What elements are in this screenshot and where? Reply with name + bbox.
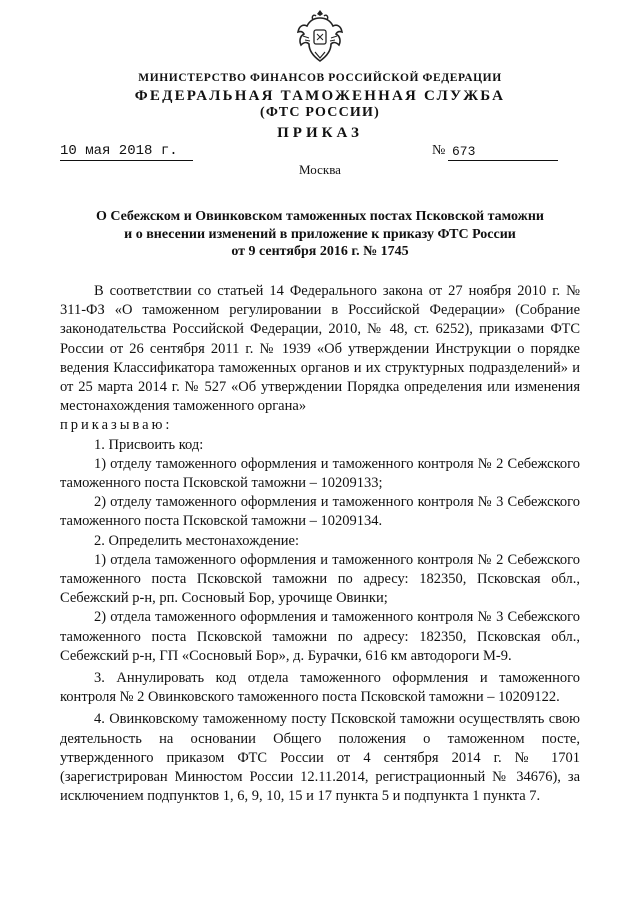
order-title <box>70 208 570 261</box>
order-body <box>60 282 580 806</box>
ministry-name: МИНИСТЕРСТВО ФИНАНСОВ РОССИЙСКОЙ ФЕДЕРАЦИИ <box>138 72 502 84</box>
item-4: 4. Овинковскому таможенному посту Псковской таможни осуществлять свою деятельность на основании Общего положения о таможенном посте, утвержденного приказом ФТС России от 4 сентября 2014 г. № 1701 (зарегистрирован Минюстом России 12.11.2014, регистрационный № 34676), за исключением подпунктов 1, 6, 9, 10, 15 и 17 пункта 5 и подпункта 1 пункта 7. <box>60 711 580 805</box>
number-sign: № <box>432 143 446 158</box>
number-underline <box>448 160 558 161</box>
preamble-paragraph: В соответствии со статьей 14 Федерального закона от 27 ноября 2010 г. № 311-ФЗ «О таможенном регулировании в Российской Федерации» (Собрание законодательства Российской Федерации, 2010, № 48, ст. 6252), приказами ФТС России от 26 сентября 2011 г. № 1939 «Об утверждении Инструкции о порядке ведения Классификатора таможенных органов и их структурных подразделений» и от 25 марта 2014 г. № 527 «Об утверждении Порядка определения или изменения местонахождения таможенного органа» <box>60 283 580 415</box>
title-line: от 9 сентября 2016 г. № 1745 <box>231 244 409 259</box>
document-type: ПРИКАЗ <box>277 125 363 141</box>
item-2-1: 1) отдела таможенного оформления и таможенного контроля № 2 Себежского таможенного поста Псковской таможни по адресу: 182350, Псковская обл., Себежский р-н, рп. Сосновый Бор, урочище Овинки; <box>60 551 580 607</box>
city: Москва <box>299 162 341 177</box>
title-line: и о внесении изменений в приложение к приказу ФТС России <box>124 226 516 242</box>
item-2-2: 2) отдела таможенного оформления и таможенного контроля № 3 Себежского таможенного поста Псковской таможни по адресу: 182350, Псковская обл., Себежский р-н, ГП «Сосновый Бор», д. Бурачки, 616 км автодороги М-9. <box>60 609 580 664</box>
item-3: 3. Аннулировать код отдела таможенного оформления и таможенного контроля № 2 Овинковского таможенного поста Псковской таможни – 10209122. <box>60 670 580 706</box>
item-2: 2. Определить местонахождение: <box>94 532 300 549</box>
coat-of-arms-emblem <box>295 6 345 66</box>
item-1: 1. Присвоить код: <box>94 436 204 453</box>
service-name: ФЕДЕРАЛЬНАЯ ТАМОЖЕННАЯ СЛУЖБА <box>134 88 506 104</box>
service-abbreviation: (ФТС РОССИИ) <box>260 105 380 120</box>
title-line: О Себежском и Овинковском таможенных постах Псковской таможни <box>96 209 544 224</box>
date-underline <box>60 160 193 161</box>
item-1-1: 1) отделу таможенного оформления и таможенного контроля № 2 Себежского таможенного поста Псковской таможни – 10209133; <box>60 455 580 492</box>
order-number: 673 <box>452 144 476 159</box>
order-word: приказываю: <box>60 417 173 434</box>
item-1-2: 2) отделу таможенного оформления и таможенного контроля № 3 Себежского таможенного поста Псковской таможни – 10209134. <box>60 494 580 530</box>
order-date: 10 мая 2018 г. <box>60 143 178 159</box>
